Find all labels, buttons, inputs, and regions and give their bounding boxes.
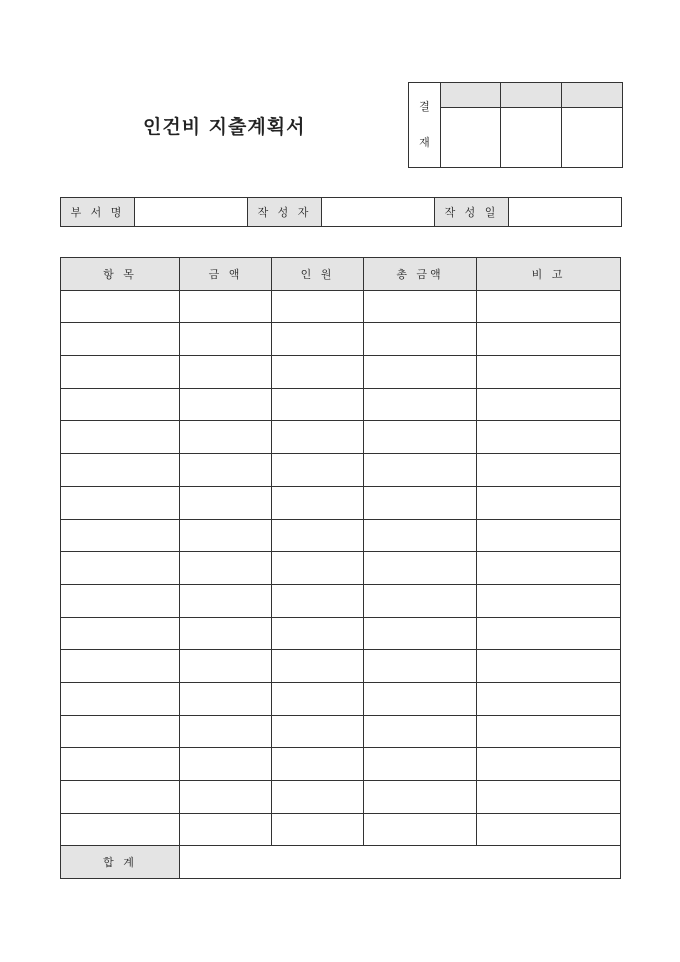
cell-amount[interactable] <box>180 454 272 487</box>
table-row <box>61 584 621 617</box>
cell-remarks[interactable] <box>477 421 621 454</box>
cell-remarks[interactable] <box>477 781 621 814</box>
cell-total-amount[interactable] <box>364 388 477 421</box>
cell-total-amount[interactable] <box>364 584 477 617</box>
cell-item[interactable] <box>61 781 180 814</box>
cell-amount[interactable] <box>180 748 272 781</box>
department-field[interactable] <box>135 198 248 227</box>
cell-total-amount[interactable] <box>364 650 477 683</box>
author-label: 작 성 자 <box>248 198 322 227</box>
cell-item[interactable] <box>61 290 180 323</box>
cell-headcount[interactable] <box>272 421 364 454</box>
table-row <box>61 323 621 356</box>
table-row <box>61 748 621 781</box>
header-item: 항 목 <box>61 258 180 291</box>
cell-remarks[interactable] <box>477 486 621 519</box>
cell-item[interactable] <box>61 519 180 552</box>
cell-remarks[interactable] <box>477 617 621 650</box>
cell-remarks[interactable] <box>477 650 621 683</box>
cell-item[interactable] <box>61 454 180 487</box>
table-row <box>61 388 621 421</box>
cell-headcount[interactable] <box>272 813 364 846</box>
table-row <box>61 781 621 814</box>
cell-headcount[interactable] <box>272 781 364 814</box>
cell-total-amount[interactable] <box>364 617 477 650</box>
cell-item[interactable] <box>61 682 180 715</box>
cell-headcount[interactable] <box>272 388 364 421</box>
info-table <box>60 197 622 227</box>
table-row <box>61 552 621 585</box>
approval-sign-cell-3[interactable] <box>562 108 623 168</box>
cell-total-amount[interactable] <box>364 715 477 748</box>
approval-role-cell-2 <box>501 83 562 108</box>
cell-headcount[interactable] <box>272 454 364 487</box>
header-amount: 금 액 <box>180 258 272 291</box>
cell-amount[interactable] <box>180 650 272 683</box>
cell-amount[interactable] <box>180 388 272 421</box>
cell-amount[interactable] <box>180 682 272 715</box>
total-row <box>61 846 621 879</box>
cell-remarks[interactable] <box>477 715 621 748</box>
cell-amount[interactable] <box>180 552 272 585</box>
table-row <box>61 715 621 748</box>
department-label: 부 서 명 <box>61 198 135 227</box>
cell-total-amount[interactable] <box>364 290 477 323</box>
cell-total-amount[interactable] <box>364 813 477 846</box>
author-field[interactable] <box>322 198 435 227</box>
header-row <box>61 258 621 291</box>
date-label: 작 성 일 <box>435 198 509 227</box>
cell-item[interactable] <box>61 388 180 421</box>
header-headcount: 인 원 <box>272 258 364 291</box>
approval-role-cell-1 <box>441 83 501 108</box>
cell-total-amount[interactable] <box>364 748 477 781</box>
cell-remarks[interactable] <box>477 813 621 846</box>
cell-item[interactable] <box>61 748 180 781</box>
cell-remarks[interactable] <box>477 552 621 585</box>
approval-label-top: 결 <box>419 100 430 113</box>
approval-label <box>409 83 441 168</box>
cell-total-amount[interactable] <box>364 454 477 487</box>
cell-remarks[interactable] <box>477 356 621 389</box>
document-title: 인건비 지출계획서 <box>143 116 306 138</box>
cell-item[interactable] <box>61 356 180 389</box>
cell-remarks[interactable] <box>477 454 621 487</box>
table-row <box>61 421 621 454</box>
table-row <box>61 617 621 650</box>
table-row <box>61 356 621 389</box>
cell-amount[interactable] <box>180 617 272 650</box>
table-row <box>61 813 621 846</box>
cell-headcount[interactable] <box>272 552 364 585</box>
cell-headcount[interactable] <box>272 617 364 650</box>
cell-headcount[interactable] <box>272 682 364 715</box>
approval-box <box>408 82 623 168</box>
table-row <box>61 290 621 323</box>
cell-headcount[interactable] <box>272 650 364 683</box>
cell-headcount[interactable] <box>272 584 364 617</box>
total-label: 합 계 <box>61 846 180 879</box>
cell-item[interactable] <box>61 650 180 683</box>
total-field[interactable] <box>180 846 621 879</box>
cell-headcount[interactable] <box>272 356 364 389</box>
cell-remarks[interactable] <box>477 290 621 323</box>
cell-item[interactable] <box>61 486 180 519</box>
cell-item[interactable] <box>61 617 180 650</box>
cell-total-amount[interactable] <box>364 552 477 585</box>
cell-remarks[interactable] <box>477 584 621 617</box>
cell-amount[interactable] <box>180 715 272 748</box>
table-row <box>61 650 621 683</box>
header-remarks: 비 고 <box>477 258 621 291</box>
cell-item[interactable] <box>61 323 180 356</box>
cell-item[interactable] <box>61 813 180 846</box>
table-row <box>61 454 621 487</box>
cell-total-amount[interactable] <box>364 356 477 389</box>
table-row <box>61 682 621 715</box>
cell-amount[interactable] <box>180 356 272 389</box>
cell-total-amount[interactable] <box>364 323 477 356</box>
cell-remarks[interactable] <box>477 388 621 421</box>
cell-item[interactable] <box>61 715 180 748</box>
cell-headcount[interactable] <box>272 486 364 519</box>
cell-amount[interactable] <box>180 781 272 814</box>
date-field[interactable] <box>509 198 622 227</box>
cell-amount[interactable] <box>180 813 272 846</box>
approval-label-bottom: 재 <box>419 136 430 149</box>
cell-total-amount[interactable] <box>364 781 477 814</box>
cell-remarks[interactable] <box>477 682 621 715</box>
cell-item[interactable] <box>61 421 180 454</box>
table-row <box>61 486 621 519</box>
table-row <box>61 519 621 552</box>
cell-total-amount[interactable] <box>364 682 477 715</box>
cell-headcount[interactable] <box>272 715 364 748</box>
cell-remarks[interactable] <box>477 519 621 552</box>
cell-remarks[interactable] <box>477 748 621 781</box>
cell-headcount[interactable] <box>272 748 364 781</box>
cell-headcount[interactable] <box>272 290 364 323</box>
expense-table <box>60 257 621 879</box>
cell-total-amount[interactable] <box>364 486 477 519</box>
cell-total-amount[interactable] <box>364 519 477 552</box>
approval-sign-cell-2[interactable] <box>501 108 562 168</box>
cell-amount[interactable] <box>180 421 272 454</box>
cell-total-amount[interactable] <box>364 421 477 454</box>
approval-sign-cell-1[interactable] <box>441 108 501 168</box>
cell-remarks[interactable] <box>477 323 621 356</box>
header-total-amount: 총 금액 <box>364 258 477 291</box>
cell-amount[interactable] <box>180 584 272 617</box>
cell-headcount[interactable] <box>272 323 364 356</box>
approval-role-cell-3 <box>562 83 623 108</box>
cell-item[interactable] <box>61 552 180 585</box>
cell-amount[interactable] <box>180 323 272 356</box>
cell-amount[interactable] <box>180 519 272 552</box>
cell-amount[interactable] <box>180 486 272 519</box>
cell-item[interactable] <box>61 584 180 617</box>
cell-amount[interactable] <box>180 290 272 323</box>
cell-headcount[interactable] <box>272 519 364 552</box>
